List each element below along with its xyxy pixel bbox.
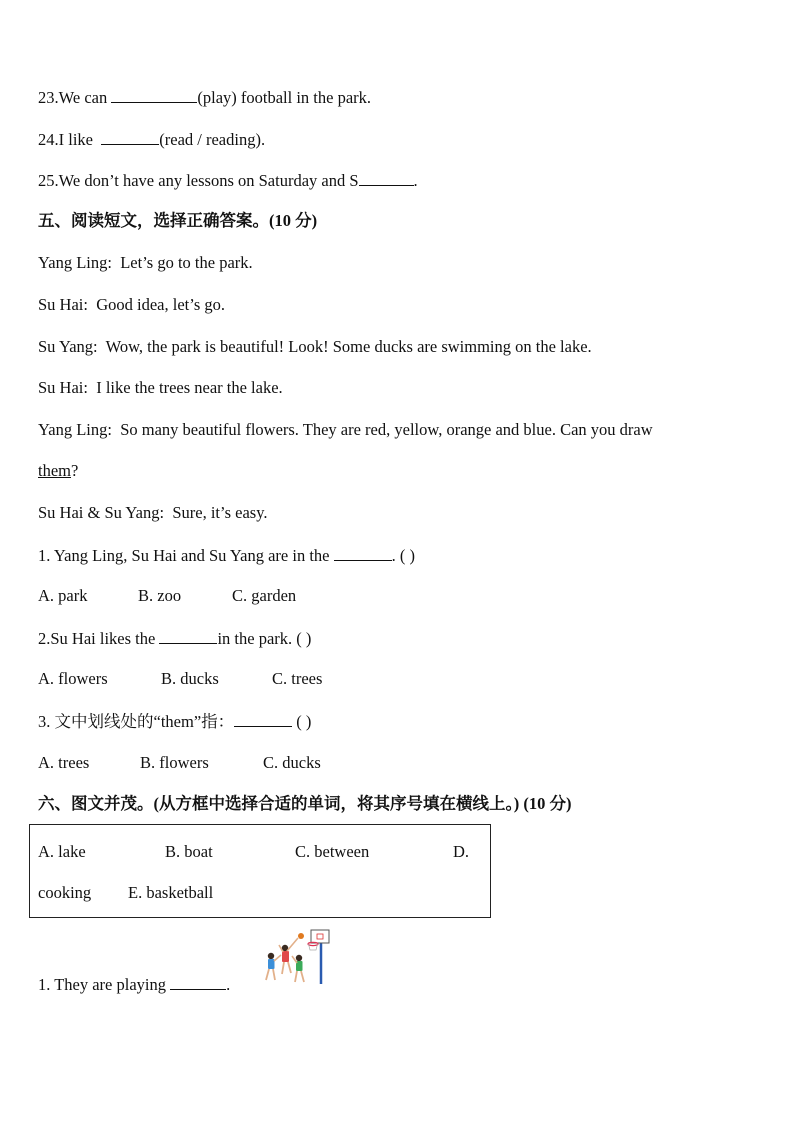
exercise-24: 24.I like (read / reading). xyxy=(38,130,266,149)
word-option: cooking xyxy=(38,883,92,902)
exercise-23: 23.We can (play) football in the park. xyxy=(38,88,372,107)
dialogue-line: Su Hai: I like the trees near the lake. xyxy=(38,378,283,397)
word-box xyxy=(29,824,491,918)
section5-title: 五、阅读短文，选择正确答案。(10 分) xyxy=(38,211,318,230)
answer-blank[interactable] xyxy=(101,129,159,145)
option[interactable]: C. trees xyxy=(272,669,323,688)
exercise-25: 25.We don’t have any lessons on Saturday and S . xyxy=(38,171,418,190)
answer-blank[interactable] xyxy=(334,545,392,561)
ball-icon xyxy=(298,933,304,939)
underlined-word: them xyxy=(38,461,71,480)
answer-blank[interactable] xyxy=(234,711,292,727)
option[interactable]: B. flowers xyxy=(140,753,209,772)
dialogue-line: Yang Ling: So many beautiful flowers. They are red, yellow, orange and blue. Can you draw xyxy=(38,420,653,439)
question-2-options xyxy=(38,669,322,689)
word-option: E. basketball xyxy=(128,883,214,902)
option[interactable]: B. ducks xyxy=(161,669,219,688)
option[interactable]: B. zoo xyxy=(138,586,182,605)
answer-blank[interactable] xyxy=(159,628,217,644)
dialogue-line: Su Hai & Su Yang: Sure, it’s easy. xyxy=(38,503,268,522)
option[interactable]: C. ducks xyxy=(263,753,321,772)
answer-blank[interactable] xyxy=(170,974,226,990)
word-option: C. between xyxy=(295,842,370,861)
picture-question-1: 1. They are playing . xyxy=(38,975,231,994)
answer-blank[interactable] xyxy=(359,170,414,186)
answer-blank[interactable] xyxy=(111,87,197,103)
dialogue-line-continued: them? xyxy=(38,461,79,480)
option[interactable]: A. park xyxy=(38,586,88,605)
option[interactable]: A. trees xyxy=(38,753,90,772)
dialogue-line: Su Yang: Wow, the park is beautiful! Look! Some ducks are swimming on the lake. xyxy=(38,337,592,356)
word-option: B. boat xyxy=(165,842,213,861)
question-1: 1. Yang Ling, Su Hai and Su Yang are in the . ( ) xyxy=(38,546,415,565)
basketball-players-image xyxy=(261,928,331,990)
section6-title: 六、图文并茂。(从方框中选择合适的单词，将其序号填在横线上。) (10 分) xyxy=(38,794,572,813)
backboard-icon xyxy=(311,930,329,943)
word-box-row-2 xyxy=(38,883,213,903)
word-box-row-1 xyxy=(38,842,469,862)
option[interactable]: C. garden xyxy=(232,586,297,605)
question-3: 3. 文中划线处的“them”指： ( ) xyxy=(38,712,312,731)
hoop-rim-icon xyxy=(308,942,318,945)
question-3-options xyxy=(38,753,321,773)
word-option: D. xyxy=(453,842,470,861)
option[interactable]: A. flowers xyxy=(38,669,108,688)
dialogue-line: Su Hai: Good idea, let’s go. xyxy=(38,295,225,314)
word-option: A. lake xyxy=(38,842,86,861)
dialogue-line: Yang Ling: Let’s go to the park. xyxy=(38,253,253,272)
question-1-options xyxy=(38,586,296,606)
question-2: 2.Su Hai likes the in the park. ( ) xyxy=(38,629,312,648)
